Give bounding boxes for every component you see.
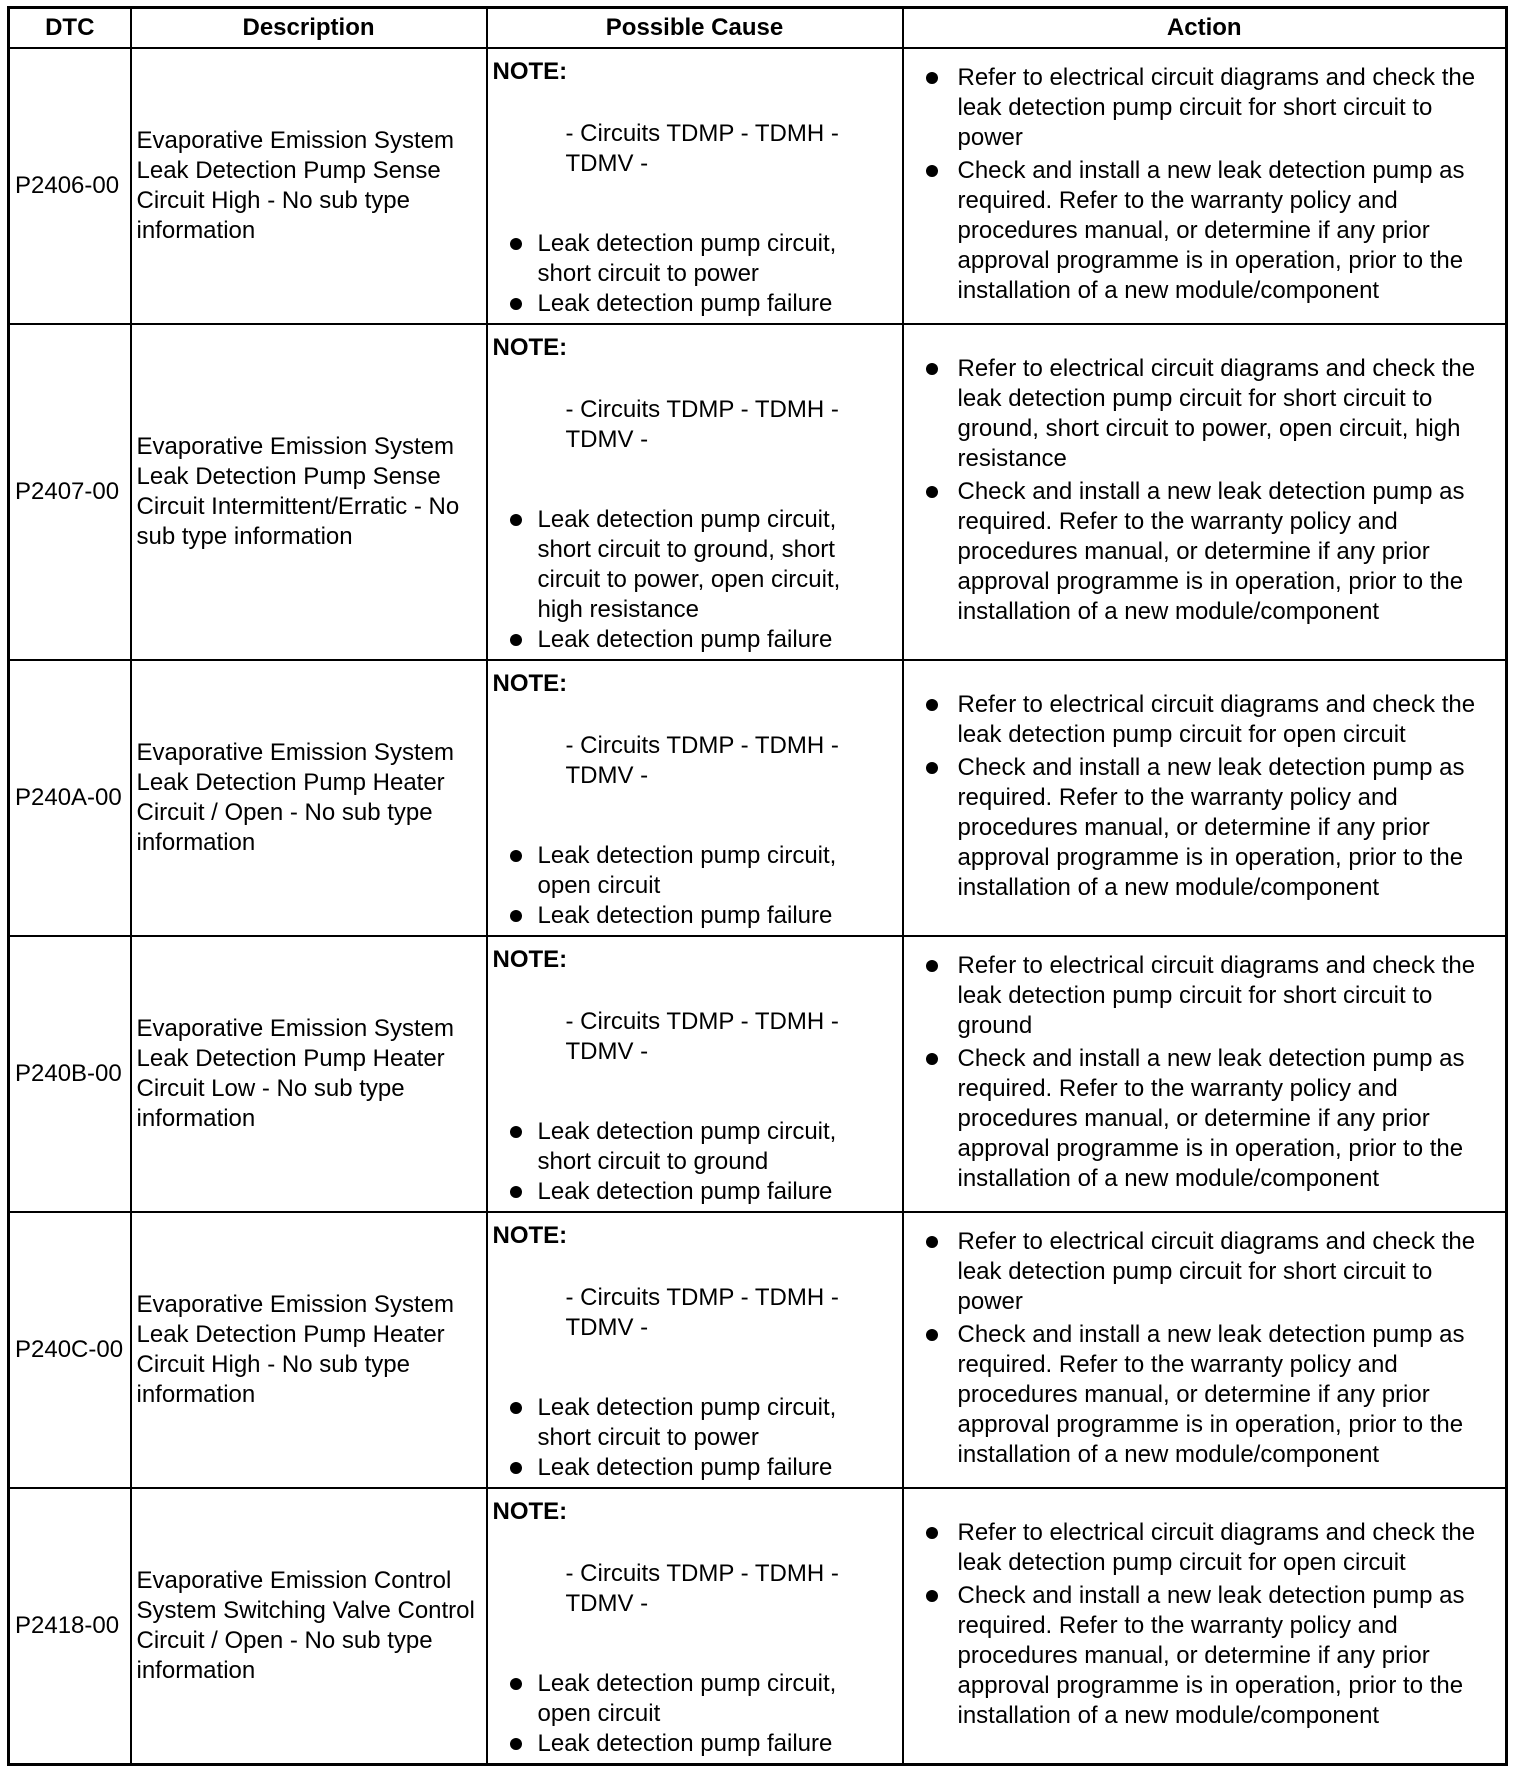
action-list — [912, 1518, 1500, 1731]
circuits-note: - Circuits TDMP - TDMH - TDMV - — [565, 120, 839, 177]
dtc-code: P2407-00 — [9, 324, 131, 660]
action-item: Refer to electrical circuit diagrams and check the leak detection pump circuit for open circuit — [912, 690, 1500, 750]
table-row — [9, 1488, 1507, 1764]
dtc-code: P2418-00 — [9, 1488, 131, 1764]
note-label: NOTE: — [492, 1498, 568, 1525]
cause-item: Leak detection pump failure — [498, 289, 892, 319]
header-dtc: DTC — [9, 8, 131, 49]
dtc-code: P2406-00 — [9, 48, 131, 324]
action-list — [912, 63, 1500, 306]
action-cell — [903, 1488, 1507, 1764]
table-row — [9, 1212, 1507, 1488]
dtc-description: Evaporative Emission Control System Switching Valve Control Circuit / Open - No sub type information — [131, 1488, 487, 1764]
dtc-description: Evaporative Emission System Leak Detection Pump Sense Circuit Intermittent/Erratic - No sub type information — [131, 324, 487, 660]
header-description: Description — [131, 8, 487, 49]
action-item: Refer to electrical circuit diagrams and check the leak detection pump circuit for short circuit to ground, short circuit to power, open circuit, high resistance — [912, 354, 1500, 474]
cause-list — [498, 229, 892, 319]
action-list — [912, 690, 1500, 903]
circuits-note: - Circuits TDMP - TDMH - TDMV - — [565, 732, 839, 789]
header-row — [9, 8, 1507, 49]
cause-item: Leak detection pump circuit, open circuit — [498, 1669, 892, 1729]
action-cell — [903, 48, 1507, 324]
table-row — [9, 936, 1507, 1212]
cause-list — [498, 841, 892, 931]
cause-list — [498, 505, 892, 655]
note-label: NOTE: — [492, 946, 568, 973]
action-item: Refer to electrical circuit diagrams and check the leak detection pump circuit for open circuit — [912, 1518, 1500, 1578]
cause-item: Leak detection pump circuit, short circuit to ground — [498, 1117, 892, 1177]
circuits-note: - Circuits TDMP - TDMH - TDMV - — [565, 1560, 839, 1617]
dtc-code: P240A-00 — [9, 660, 131, 936]
possible-cause-cell — [487, 1212, 903, 1488]
possible-cause-cell — [487, 48, 903, 324]
action-item: Check and install a new leak detection pump as required. Refer to the warranty policy and procedures manual, or determine if any prior approval programme is in operation, prior to the installation of a new module/component — [912, 156, 1500, 306]
cause-item: Leak detection pump failure — [498, 901, 892, 931]
cause-item: Leak detection pump circuit, short circuit to ground, short circuit to power, open circuit, high resistance — [498, 505, 892, 625]
action-list — [912, 951, 1500, 1194]
cause-item: Leak detection pump failure — [498, 625, 892, 655]
dtc-table — [7, 6, 1508, 1766]
cause-list — [498, 1669, 892, 1759]
action-item: Check and install a new leak detection pump as required. Refer to the warranty policy and procedures manual, or determine if any prior approval programme is in operation, prior to the installation of a new module/component — [912, 1581, 1500, 1731]
header-action: Action — [903, 8, 1507, 49]
action-cell — [903, 936, 1507, 1212]
cause-item: Leak detection pump failure — [498, 1729, 892, 1759]
cause-item: Leak detection pump circuit, short circuit to power — [498, 1393, 892, 1453]
dtc-description: Evaporative Emission System Leak Detection Pump Heater Circuit Low - No sub type information — [131, 936, 487, 1212]
header-possible-cause: Possible Cause — [487, 8, 903, 49]
dtc-description: Evaporative Emission System Leak Detection Pump Sense Circuit High - No sub type information — [131, 48, 487, 324]
cause-item: Leak detection pump failure — [498, 1453, 892, 1483]
dtc-description: Evaporative Emission System Leak Detection Pump Heater Circuit / Open - No sub type information — [131, 660, 487, 936]
action-item: Check and install a new leak detection pump as required. Refer to the warranty policy and procedures manual, or determine if any prior approval programme is in operation, prior to the installation of a new module/component — [912, 1044, 1500, 1194]
action-list — [912, 1227, 1500, 1470]
circuits-note: - Circuits TDMP - TDMH - TDMV - — [565, 1008, 839, 1065]
dtc-code: P240B-00 — [9, 936, 131, 1212]
action-item: Refer to electrical circuit diagrams and check the leak detection pump circuit for short circuit to power — [912, 1227, 1500, 1317]
dtc-description: Evaporative Emission System Leak Detection Pump Heater Circuit High - No sub type information — [131, 1212, 487, 1488]
table-body — [9, 48, 1507, 1764]
action-item: Check and install a new leak detection pump as required. Refer to the warranty policy and procedures manual, or determine if any prior approval programme is in operation, prior to the installation of a new module/component — [912, 753, 1500, 903]
table-row — [9, 660, 1507, 936]
cause-item: Leak detection pump failure — [498, 1177, 892, 1207]
action-item: Check and install a new leak detection pump as required. Refer to the warranty policy and procedures manual, or determine if any prior approval programme is in operation, prior to the installation of a new module/component — [912, 477, 1500, 627]
note-label: NOTE: — [492, 670, 568, 697]
table-row — [9, 48, 1507, 324]
cause-item: Leak detection pump circuit, short circuit to power — [498, 229, 892, 289]
cause-item: Leak detection pump circuit, open circuit — [498, 841, 892, 901]
note-label: NOTE: — [492, 334, 568, 361]
circuits-note: - Circuits TDMP - TDMH - TDMV - — [565, 1284, 839, 1341]
action-cell — [903, 1212, 1507, 1488]
action-item: Refer to electrical circuit diagrams and check the leak detection pump circuit for short circuit to power — [912, 63, 1500, 153]
cause-list — [498, 1117, 892, 1207]
action-cell — [903, 660, 1507, 936]
action-item: Refer to electrical circuit diagrams and check the leak detection pump circuit for short circuit to ground — [912, 951, 1500, 1041]
dtc-code: P240C-00 — [9, 1212, 131, 1488]
action-cell — [903, 324, 1507, 660]
action-list — [912, 354, 1500, 627]
note-label: NOTE: — [492, 1222, 568, 1249]
table-row — [9, 324, 1507, 660]
possible-cause-cell — [487, 660, 903, 936]
note-label: NOTE: — [492, 58, 568, 85]
possible-cause-cell — [487, 936, 903, 1212]
action-item: Check and install a new leak detection pump as required. Refer to the warranty policy and procedures manual, or determine if any prior approval programme is in operation, prior to the installation of a new module/component — [912, 1320, 1500, 1470]
possible-cause-cell — [487, 1488, 903, 1764]
cause-list — [498, 1393, 892, 1483]
circuits-note: - Circuits TDMP - TDMH - TDMV - — [565, 396, 839, 453]
possible-cause-cell — [487, 324, 903, 660]
